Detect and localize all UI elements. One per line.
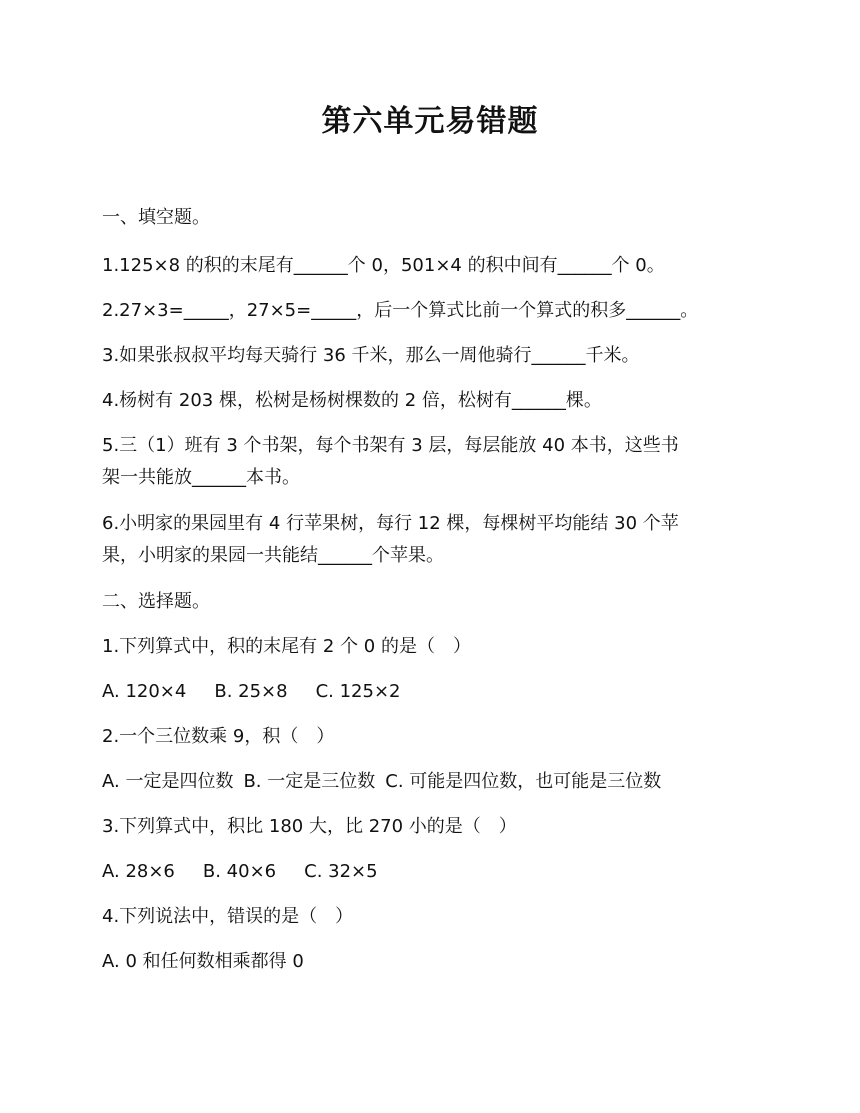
choice-question-3-option-c: C. 32×5 [304, 861, 378, 882]
choice-question-3-options [102, 857, 762, 887]
choice-question-3-stem: 3.下列算式中，积比 180 大，比 270 小的是（ ） [102, 816, 517, 837]
choice-question-1-option-a: A. 120×4 [102, 681, 187, 702]
choice-question-2-option-a: A. 一定是四位数 [102, 771, 234, 792]
section-choice-heading: 二、选择题。 [102, 591, 210, 612]
choice-question-2-option-b: B. 一定是三位数 [243, 771, 376, 792]
choice-question-4-stem: 4.下列说法中，错误的是（ ） [102, 906, 354, 927]
choice-question-4-option-a: A. 0 和任何数相乘都得 0 [102, 951, 304, 972]
fill-question-6-line-1: 6.小明家的果园里有 4 行苹果树，每行 12 棵，每棵树平均能结 30 个苹 [102, 513, 679, 534]
choice-question-2-option-c: C. 可能是四位数，也可能是三位数 [385, 771, 662, 792]
choice-question-3-option-a: A. 28×6 [102, 861, 175, 882]
page-title: 第六单元易错题 [321, 104, 539, 139]
fill-question-3: 3.如果张叔叔平均每天骑行 36 千米，那么一周他骑行______千米。 [102, 345, 640, 366]
fill-question-4: 4.杨树有 203 棵，松树是杨树棵数的 2 倍，松树有______棵。 [102, 390, 602, 411]
section-fill-in-heading: 一、填空题。 [102, 207, 210, 228]
choice-question-1-stem: 1.下列算式中，积的末尾有 2 个 0 的是（ ） [102, 636, 471, 657]
choice-question-3-option-b: B. 40×6 [202, 861, 277, 882]
fill-question-5-line-1: 5.三（1）班有 3 个书架，每个书架有 3 层，每层能放 40 本书，这些书 [102, 435, 679, 456]
choice-question-1-options [102, 677, 762, 707]
choice-question-1-option-c: C. 125×2 [315, 681, 401, 702]
fill-question-1: 1.125×8 的积的末尾有______个 0，501×4 的积中间有______个 0。 [102, 255, 665, 276]
fill-question-6-line-2: 果，小明家的果园一共能结______个苹果。 [102, 545, 444, 566]
fill-question-5-line-2: 架一共能放______本书。 [102, 467, 300, 488]
choice-question-1-option-b: B. 25×8 [214, 681, 288, 702]
choice-question-2-options [102, 767, 762, 797]
fill-question-2: 2.27×3=_____，27×5=_____，后一个算式比前一个算式的积多______。 [102, 300, 699, 321]
choice-question-2-stem: 2.一个三位数乘 9，积（ ） [102, 726, 335, 747]
